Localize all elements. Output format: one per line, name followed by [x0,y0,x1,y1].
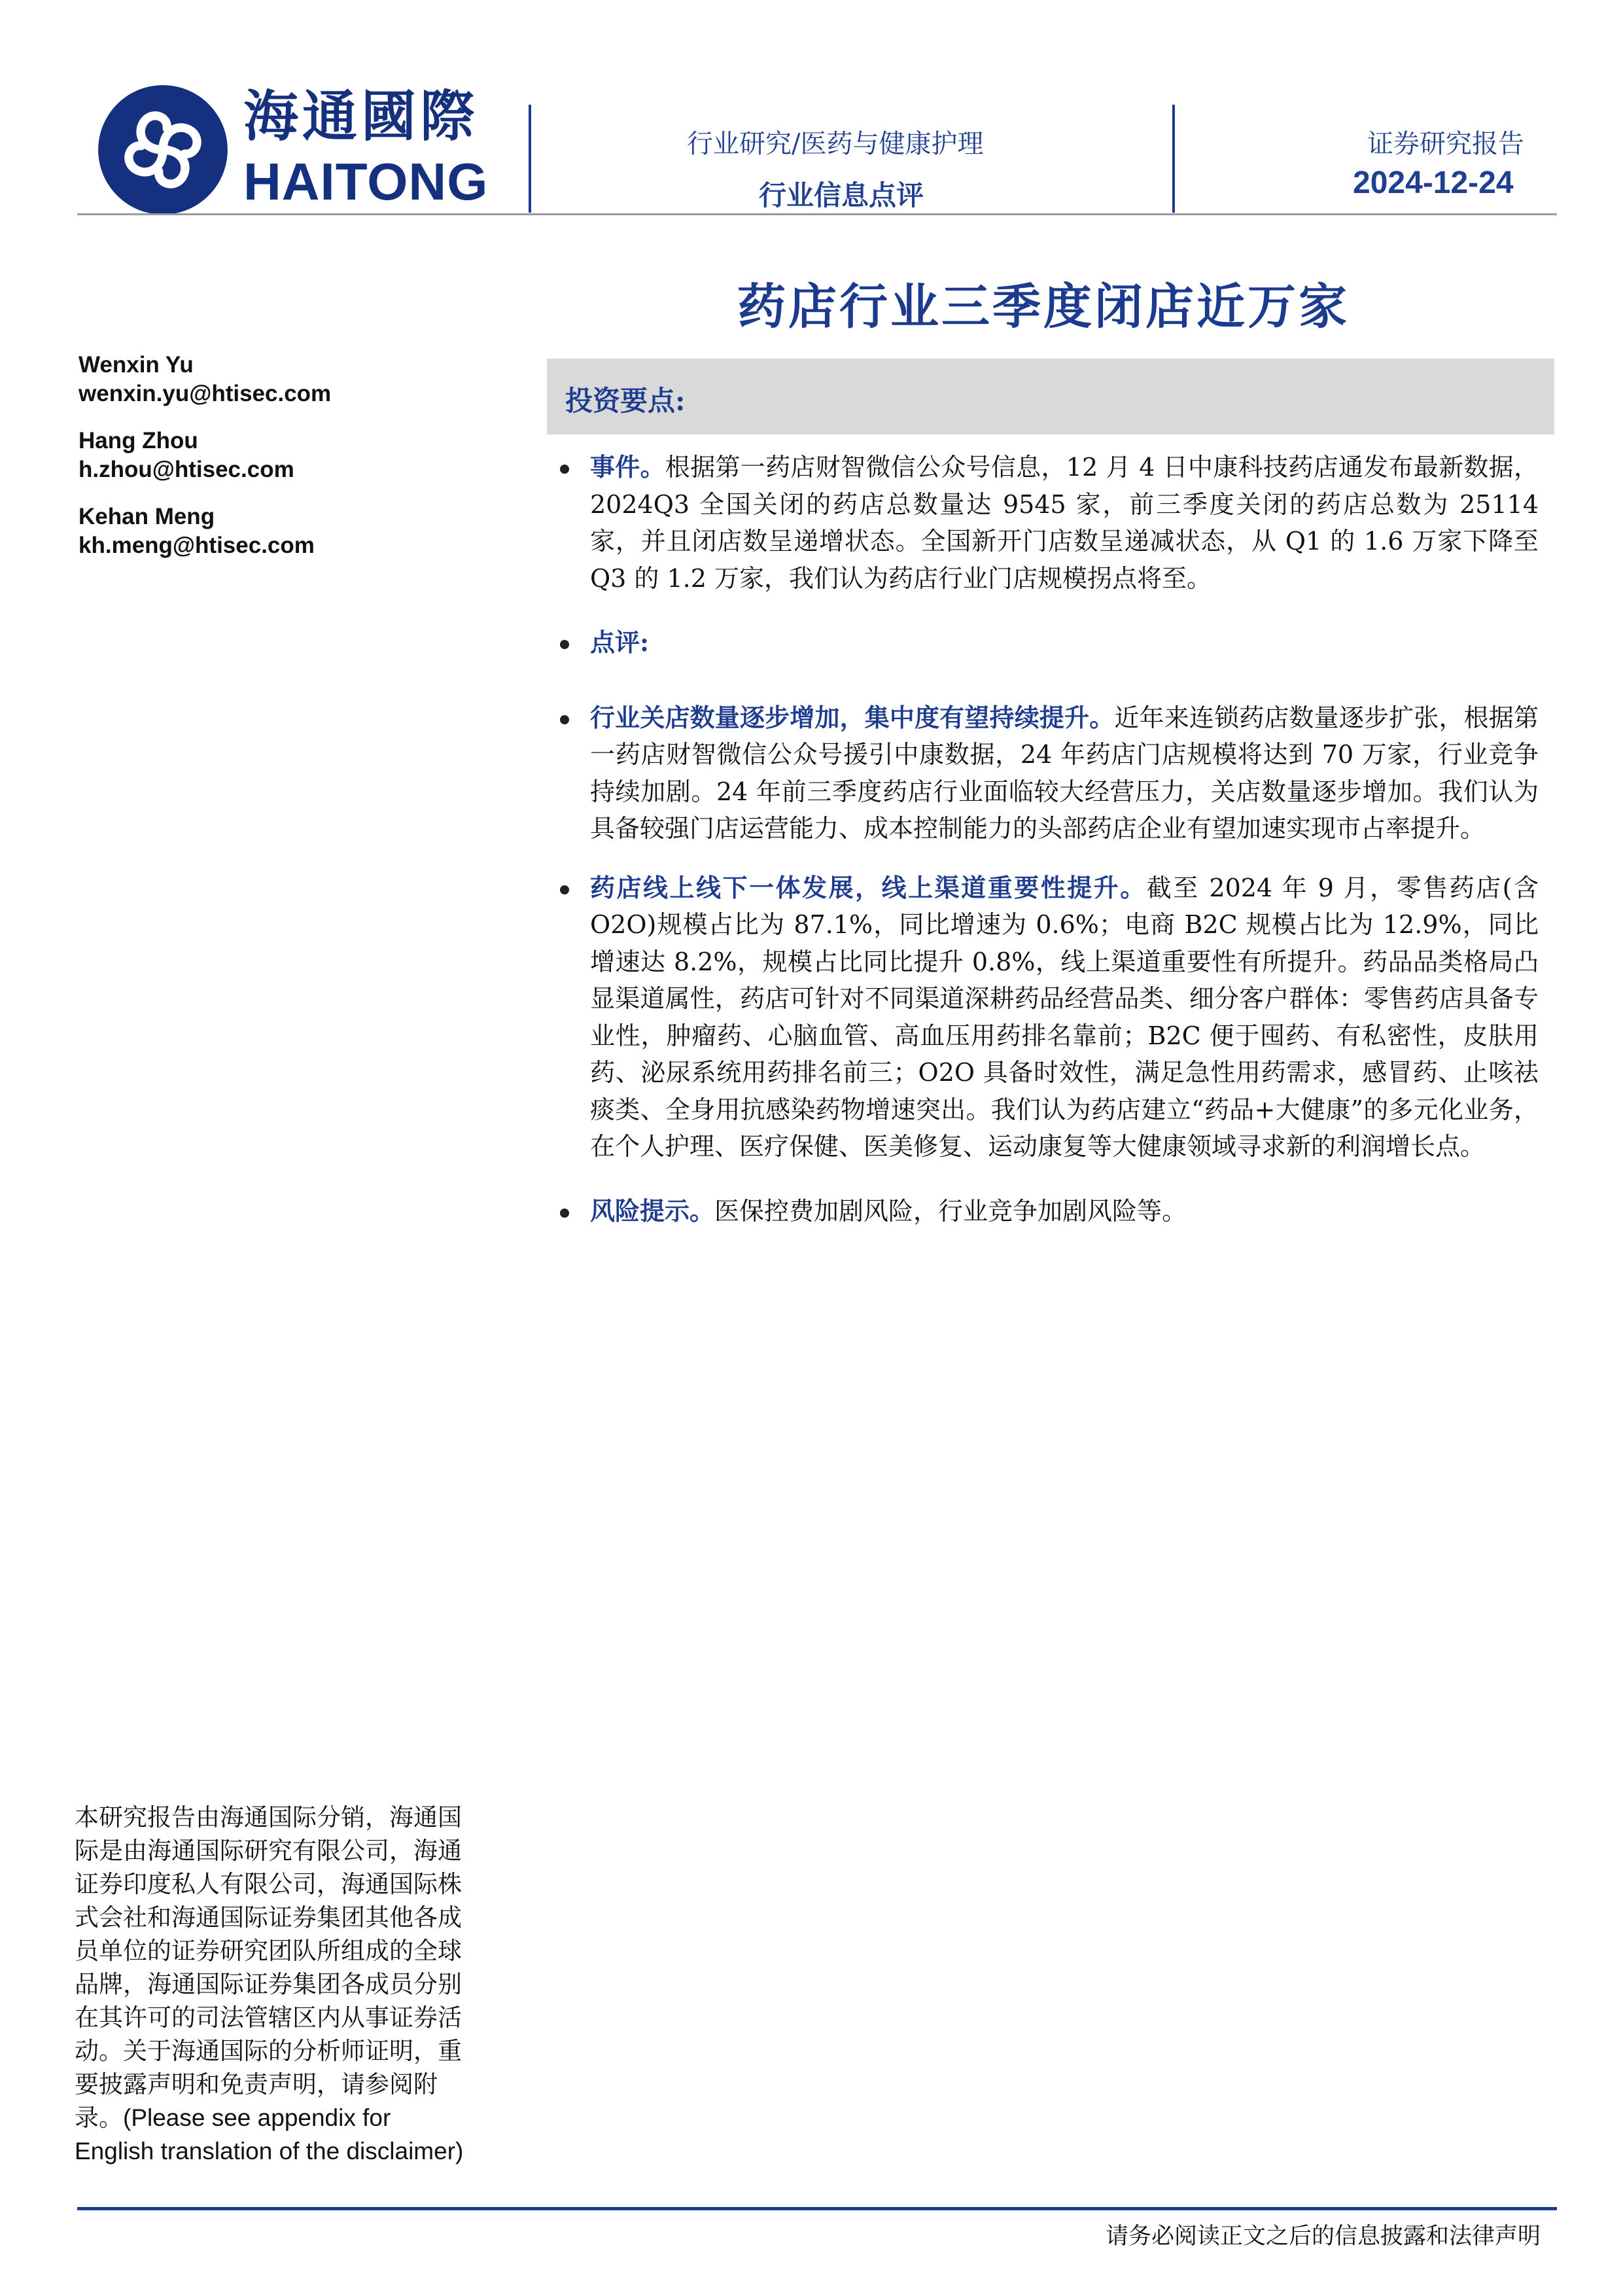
bullet-text: 近年来连锁药店数量逐步扩张，根据第一药店财智微信公众号援引中康数据，24 年药店门店规模将达到 70 万家，行业竞争持续加剧。24 年前三季度药店行业面临较大经营压力，关店数量逐步增加。我们认为具备较强门店运营能力、成本控制能力的头部药店企业有望加速实现市占率提升。 [590,703,1539,843]
header-divider-right [1172,105,1175,213]
header-rule [77,213,1557,215]
key-points-banner [547,359,1554,434]
author-list [79,351,504,578]
disclaimer-english: (Please see appendix for English translation of the disclaimer) [75,2104,464,2164]
distribution-disclaimer [75,1801,467,2168]
author-email[interactable]: wenxin.yu@htisec.com [79,381,332,406]
bullet-text: 根据第一药店财智微信公众号信息，12 月 4 日中康科技药店通发布最新数据，2024Q3 全国关闭的药店总数量达 9545 家，前三季度关闭的药店总数为 25114 家，并且闭店数呈递增状态。全国新开门店数呈递减状态，从 Q1 的 1.6 万家下降至 Q3 的 1.2 万家，我们认为药店行业门店规模拐点将至。 [590,453,1539,593]
bullet-dot-icon [560,885,569,894]
bullet-comment [557,624,1539,662]
footer-rule [77,2207,1557,2210]
report-subtype: 行业信息点评 [759,179,924,211]
author-email[interactable]: h.zhou@htisec.com [79,457,294,482]
bullet-heading: 药店线上线下一体发展，线上渠道重要性提升。 [590,872,1147,902]
author-email[interactable]: kh.meng@htisec.com [79,533,315,558]
author-name: Kehan Meng [79,504,215,529]
bullet-heading: 行业关店数量逐步增加，集中度有望持续提升。 [590,702,1115,732]
footer-note: 请务必阅读正文之后的信息披露和法律声明 [1105,2223,1541,2250]
report-date: 2024-12-24 [1353,166,1514,200]
bullet-heading: 事件。 [590,452,665,482]
bullet-dot-icon [560,640,569,649]
author-entry [79,351,504,408]
header-divider-left [529,105,531,213]
key-points-list [557,449,1539,1252]
author-entry [79,427,504,484]
bullet-store-closures [557,699,1539,847]
logo-chinese: 海通國際 [243,84,480,149]
bullet-dot-icon [560,1209,569,1218]
bullet-dot-icon [560,715,569,724]
disclaimer-chinese: 本研究报告由海通国际分销，海通国际是由海通国际研究有限公司，海通证券印度私人有限公司，海通国际株式会社和海通国际证券集团其他各成员单位的证券研究团队所组成的全球品牌，海通国际证券集团各成员分别在其许可的司法管辖区内从事证券活动。关于海通国际的分析师证明，重要披露声明和免责声明，请参阅附录。 [75,1803,462,2132]
bullet-dot-icon [560,465,569,474]
bullet-text: 截至 2024 年 9 月，零售药店(含 O2O)规模占比为 87.1%，同比增速为 0.6%；电商 B2C 规模占比为 12.9%，同比增速达 8.2%，规模占比同比提升 0.8%，线上渠道重要性有所提升。药品品类格局凸显渠道属性，药店可针对不同渠道深耕药品经营品类、细分客户群体：零售药店具备专业性，肿瘤药、心脑血管、高血压用药排名靠前；B2C 便于囤药、有私密性，皮肤用药、泌尿系统用药排名前三；O2O 具备时效性，满足急性用药需求，感冒药、止咳祛痰类、全身用抗感染药物增速突出。我们认为药店建立“药品+大健康”的多元化业务，在个人护理、医疗保健、医美修复、运动康复等大健康领域寻求新的利润增长点。 [590,873,1539,1161]
key-points-label: 投资要点: [565,385,686,417]
report-kind: 证券研究报告 [1367,129,1524,159]
bullet-online-offline [557,870,1539,1165]
logo-english: HAITONG [243,152,489,211]
author-entry [79,503,504,560]
bullet-text: 医保控费加剧风险，行业竞争加剧风险等。 [714,1196,1187,1226]
bullet-event [557,449,1539,597]
author-name: Hang Zhou [79,428,198,453]
report-category: 行业研究/医药与健康护理 [687,129,984,159]
bullet-risk [557,1193,1539,1230]
haitong-logo-icon [96,82,230,217]
bullet-heading: 点评: [590,627,650,657]
author-name: Wenxin Yu [79,352,194,378]
page-title: 药店行业三季度闭店近万家 [737,279,1350,335]
bullet-heading: 风险提示。 [590,1195,715,1226]
